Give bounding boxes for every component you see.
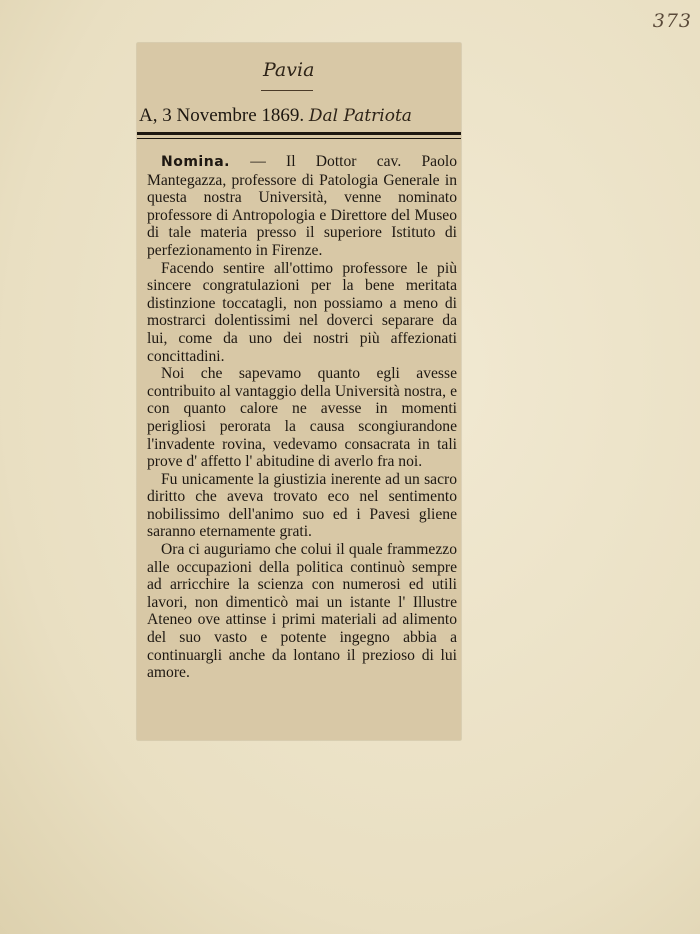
page-number: 373 [652,10,692,32]
article-paragraph: Ora ci auguriamo che colui il quale frammezzo alle occupazioni della politica continuò sempre ad arricchire la scienza con numerosi ed utili lavori, non dimenticò mai un istante l' Illustre Ateneo ove attinse i primi materiali ad alimento del suo vasto e potente ingegno abbia a continuargli anche da lontano il prezioso di lui amore. [147,541,457,682]
article-paragraph [147,153,457,260]
dateline [139,105,459,127]
article-paragraph: Noi che sapevamo quanto egli avesse contribuito al vantaggio della Università nostra, e con quanto calore ne avesse in momenti perigliosi perorata la causa scongiurandone l'invadente rovina, vedevamo consacrata in tali prove d' affetto l' abitudine di averlo fra noi. [147,365,457,471]
handwritten-source: Dal Patriota [308,106,412,126]
dateline-printed: A, 3 Novembre 1869. [139,105,305,126]
article-paragraph: Facendo sentire all'ottimo professore le più sincere congratulazioni per la bene meritata distinzione toccatagli, non possiamo a meno di mostrarci dolentissimi nel doverci separare da lui, come da uno dei nostri più affezionati concittadini. [147,259,457,365]
handwritten-city: Pavia [263,59,315,81]
header-rule-thin [137,138,461,139]
article-body [147,153,457,682]
header-rule-thick [137,132,461,135]
newspaper-clipping [137,43,461,740]
article-heading: Nomina. [161,154,230,170]
article-paragraph-text: — Il Dottor cav. Paolo Mantegazza, professore di Patologia Generale in questa nostra Università, venne nominato professore di Antropologia e Direttore del Museo di tale materia presso il superiore Istituto di perfezionamento in Firenze. [147,153,457,259]
article-paragraph: Fu unicamente la giustizia inerente ad un sacro diritto che aveva trovato eco nel sentimento nobilissimo dell'animo suo ed i Pavesi gliene saranno eternamente grati. [147,470,457,541]
handwritten-underline [261,90,313,91]
